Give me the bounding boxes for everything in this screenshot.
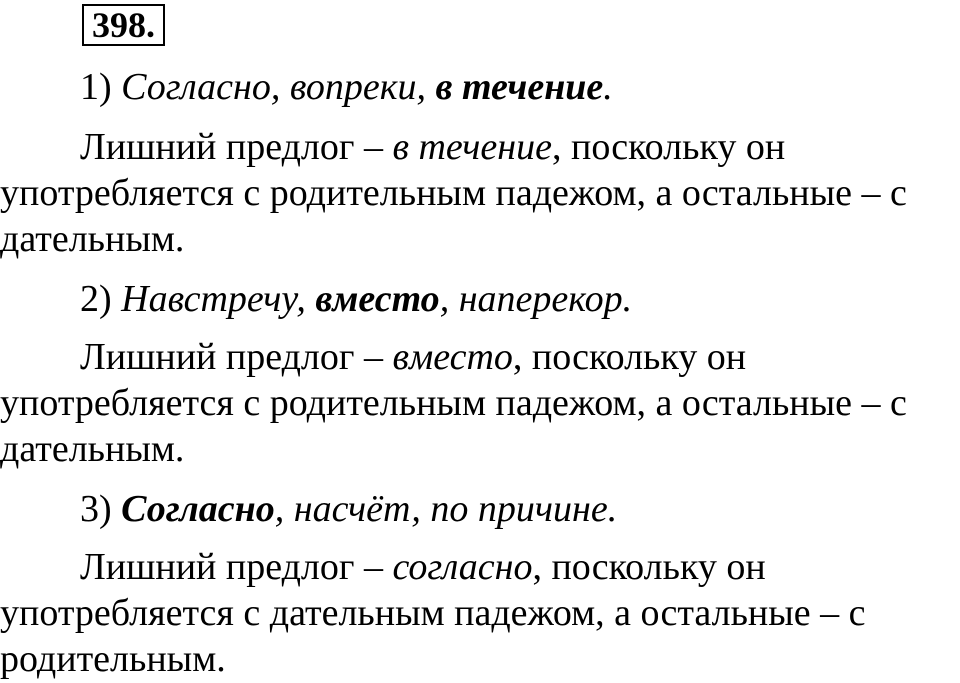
item-1-label: 1)	[80, 66, 112, 108]
item-2-explanation-line3: дательным.	[0, 428, 185, 470]
item-2-explanation-line2: употребляется с родительным падежом, а остальные – с	[0, 382, 907, 424]
item-2-line	[80, 276, 632, 322]
task-number-box	[82, 4, 165, 46]
item-3-expl-suffix: , поскольку он	[532, 546, 766, 588]
item-1-expl-word: в течение	[392, 126, 552, 168]
item-3-line	[80, 486, 617, 532]
item-3-words-b: , насчёт, по причине.	[274, 488, 618, 530]
item-2-expl-suffix: , поскольку он	[512, 336, 747, 378]
item-2-expl-word: вместо	[392, 336, 513, 378]
item-1-expl-suffix: , поскольку он	[551, 126, 786, 168]
task-number: 398.	[92, 5, 155, 45]
item-2-label: 2)	[80, 278, 112, 320]
item-3-explanation-line2: употребляется с дательным падежом, а остальные – с	[0, 592, 866, 634]
item-3-explanation-line3: родительным.	[0, 638, 226, 680]
item-1-line	[80, 64, 613, 110]
item-1-explanation-line2: употребляется с родительным падежом, а остальные – с	[0, 172, 907, 214]
item-2-expl-prefix: Лишний предлог –	[80, 336, 393, 378]
item-3-label: 3)	[80, 488, 112, 530]
item-2-words-a: Навстречу,	[121, 278, 316, 320]
item-3-expl-word: согласно	[392, 546, 533, 588]
item-2-explanation-line1	[80, 334, 746, 380]
item-1-explanation-line1	[80, 124, 785, 170]
item-1-explanation-line3: дательным.	[0, 218, 185, 260]
item-1-words-b: .	[603, 66, 613, 108]
item-3-explanation-line1	[80, 544, 766, 590]
item-1-words-a: Согласно, вопреки,	[121, 66, 436, 108]
item-1-odd-word: в течение	[435, 66, 604, 108]
item-2-words-b: , наперекор.	[439, 278, 633, 320]
item-3-expl-prefix: Лишний предлог –	[80, 546, 393, 588]
item-1-expl-prefix: Лишний предлог –	[80, 126, 393, 168]
item-2-odd-word: вместо	[315, 278, 440, 320]
item-3-odd-word: Согласно	[121, 488, 275, 530]
